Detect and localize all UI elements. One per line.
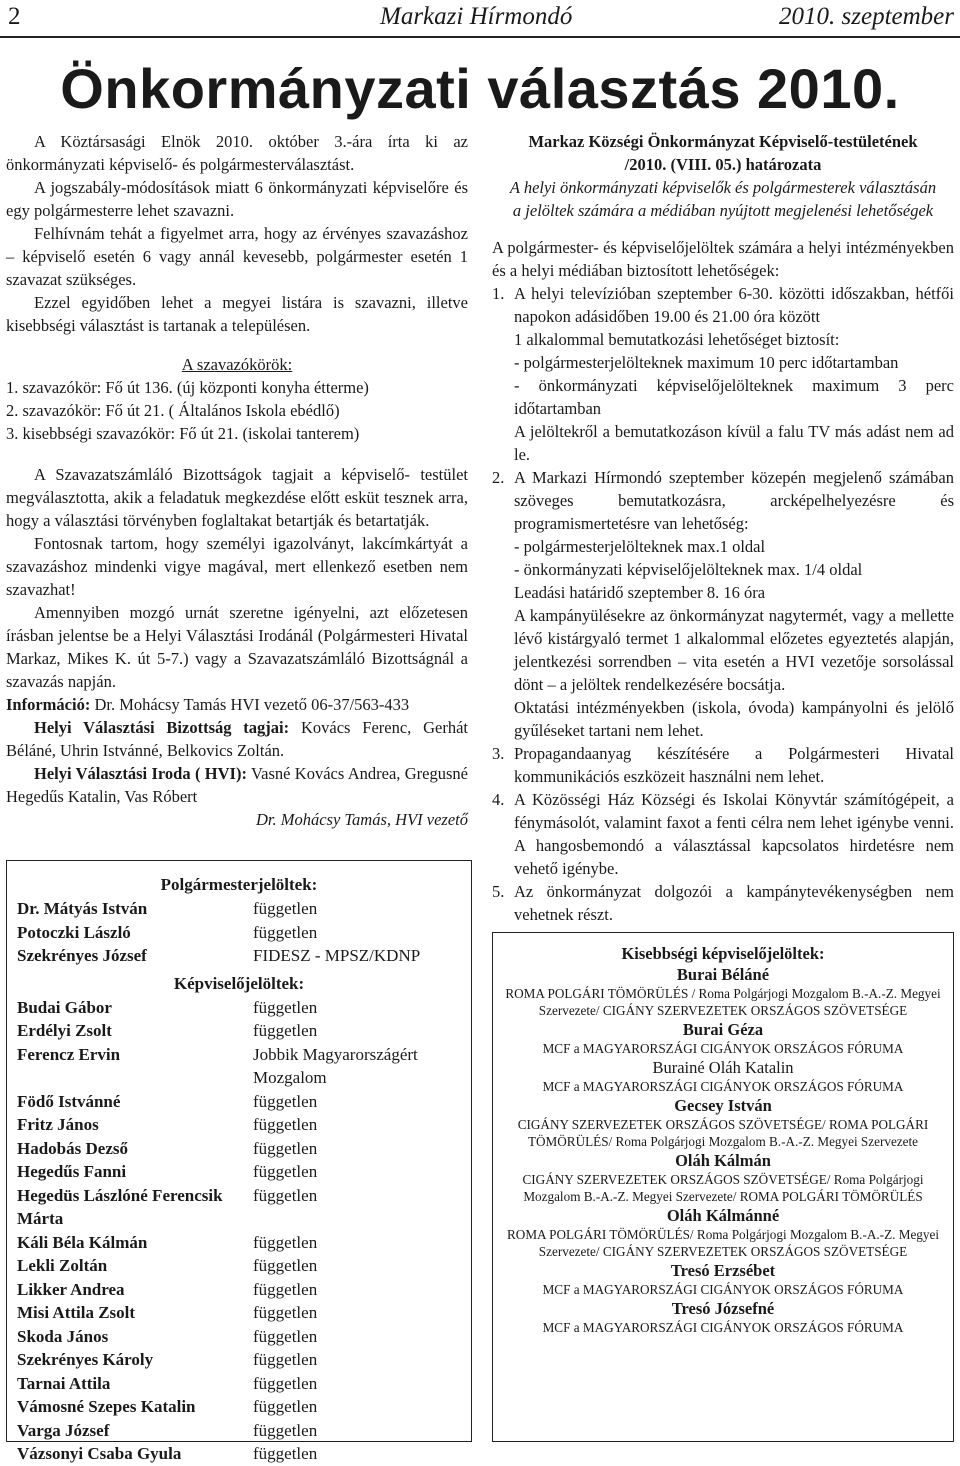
page-header [0, 0, 960, 38]
candidate-row [17, 1348, 461, 1372]
signature: Dr. Mohácsy Tamás, HVI vezető [255, 810, 468, 829]
minority-candidates-box [492, 932, 954, 1442]
paragraph: A Köztársasági Elnök 2010. október 3.-ára írta ki az önkormányzati képviselő- és polgármesterválasztást. [6, 132, 468, 174]
resolution-subtitle: A helyi önkormányzati képviselők és polgármesterek választásán [509, 178, 937, 197]
item-number: 3. [492, 744, 505, 763]
candidate-party: független [253, 1115, 318, 1134]
item-line: 1 alkalommal bemutatkozási lehetőséget biztosít: [514, 330, 840, 349]
minority-candidate-org: CIGÁNY SZERVEZETEK ORSZÁGOS SZÖVETSÉGE/ ROMA POLGÁRI TÖMÖRÜLÉS/ Roma Polgárjogi Mozgalom B.-A.-Z. Megyei Szervezete [517, 1117, 929, 1149]
item-line: - polgármesterjelölteknek max.1 oldal [514, 537, 766, 556]
info-text: Dr. Mohácsy Tamás HVI vezető 06-37/563-433 [90, 695, 410, 714]
paragraph: Amennyiben mozgó urnát szeretne igényelni, azt előzetesen írásban jelentse be a Helyi Választási Irodánál (Polgármesteri Hivatal Markaz, Mikes K. út 5-7.) vagy a Szavazatszámláló Bizottságnál a szavazás napján. [6, 603, 468, 691]
item-line: A Markazi Hírmondó szeptember közepén megjelenő számában szöveges bemutatkozásra, arcképelhelyezésre és programismertetésre van lehetőség: [514, 468, 954, 533]
resolution-number: /2010. (VIII. 05.) határozata [624, 155, 822, 174]
minority-candidates-list [501, 964, 945, 1336]
candidate-name: Misi Attila Zsolt [17, 1303, 136, 1322]
candidate-party: Jobbik Magyarországért Mozgalom [253, 1044, 418, 1087]
candidate-name: Budai Gábor [17, 997, 112, 1017]
item-number: 5. [492, 882, 505, 901]
committee-label: Helyi Választási Bizottság tagjai: [34, 718, 290, 737]
page-title: Önkormányzati választás 2010. [60, 57, 900, 120]
item-line: Propagandaanyag készítésére a Polgármesteri Hivatal kommunikációs eszközeit használni nem lehet. [514, 744, 954, 786]
item-number: 4. [492, 790, 505, 809]
minority-candidate-org: MCF a MAGYARORSZÁGI CIGÁNYOK ORSZÁGOS FÓRUMA [542, 1079, 904, 1094]
candidate-name: Lekli Zoltán [17, 1256, 108, 1275]
candidate-party: független [253, 997, 318, 1017]
item-line: A kampányülésekre az önkormányzat nagytermét, vagy a mellette lévő kistárgyaló termet 1 alkalommal előzetes egyeztetés alapján, jelentkezési sorrendben – vita esetén a HVI vezetője sorsolással dönt – a jelöltek rendelkezésére bocsátja. [514, 606, 954, 694]
candidate-party: független [253, 899, 318, 918]
resolution-item [492, 282, 954, 466]
candidate-row [17, 996, 461, 1020]
item-line: A Közösségi Ház Községi és Iskolai Könyvtár számítógépeit, a fénymásolót, valamint faxot a fenti célra nem lehet igénybe venni. A hangosbemondó a választással kapcsolatos hirdetésre nem vehető igénybe. [514, 790, 954, 878]
candidate-row [17, 1442, 461, 1466]
candidate-name: Hegedüs Lászlóné Ferencsik Márta [17, 1185, 223, 1228]
candidate-row [17, 1184, 461, 1231]
item-line: - polgármesterjelölteknek maximum 10 perc időtartamban [514, 353, 899, 372]
minority-candidate-name: Tresó Erzsébet [670, 1261, 776, 1280]
paragraph: Fontosnak tartom, hogy személyi igazolványt, lakcímkártyát a szavazáshoz mindenki vigye magával, mert ellenkező esetben nem szavazhat! [6, 534, 468, 599]
candidate-name: Szekrényes József [17, 946, 147, 965]
candidate-row [17, 1395, 461, 1419]
candidate-name: Fritz János [17, 1115, 99, 1134]
office-label: Helyi Választási Iroda ( HVI): [34, 764, 247, 783]
item-number: 1. [492, 284, 505, 303]
office-members: Vasné Kovács Andrea, Gregusné Hegedűs Katalin, Vas Róbert [6, 764, 468, 806]
item-line: Oktatási intézményekben (iskola, óvoda) kampányolni és jelölő gyűléseket tartani nem lehet. [514, 698, 954, 740]
candidate-row [17, 897, 461, 921]
item-line: Az önkormányzat dolgozói a kampánytevékenységben nem vehetnek részt. [514, 882, 954, 924]
right-column [492, 130, 954, 926]
candidate-party: független [253, 1326, 318, 1346]
candidate-party: független [253, 1279, 318, 1299]
mayor-candidates-title: Polgármesterjelöltek: [160, 875, 318, 894]
item-body [514, 880, 954, 926]
minority-candidate-name: Burainé Oláh Katalin [652, 1058, 794, 1077]
candidate-name: Tarnai Attila [17, 1373, 111, 1393]
left-column [6, 130, 468, 831]
candidate-row [17, 921, 461, 945]
minority-candidate-name: Burai Béláné [676, 965, 770, 984]
candidate-party: FIDESZ - MPSZ/KDNP [253, 946, 421, 965]
candidate-row [17, 1278, 461, 1302]
candidate-row [17, 944, 461, 968]
candidate-party: független [253, 1444, 318, 1463]
candidate-name: Hegedűs Fanni [17, 1162, 127, 1181]
candidate-row [17, 1113, 461, 1137]
minority-candidate-org: MCF a MAGYARORSZÁGI CIGÁNYOK ORSZÁGOS FÓRUMA [542, 1041, 904, 1056]
page-number: 2 [8, 3, 21, 30]
minority-candidate-name: Oláh Kálmán [675, 1151, 771, 1170]
rep-candidates-list [17, 996, 461, 1466]
minority-title: Kisebbségi képviselőjelöltek: [621, 944, 825, 963]
districts-title: A szavazókörök: [181, 355, 293, 374]
header-rule [0, 36, 960, 38]
candidate-party: független [253, 1373, 318, 1393]
candidate-name: Vázsonyi Csaba Gyula [17, 1444, 182, 1463]
candidate-row [17, 1419, 461, 1443]
candidate-name: Varga József [17, 1420, 110, 1440]
minority-candidate-name: Gecsey István [674, 1096, 772, 1115]
candidate-party: független [253, 1303, 318, 1322]
item-line: Leadási határidő szeptember 8. 16 óra [514, 583, 766, 602]
minority-candidate-org: ROMA POLGÁRI TÖMÖRÜLÉS/ Roma Polgárjogi Mozgalom B.-A.-Z. Megyei Szervezete/ CIGÁNY SZERVEZETEK ORSZÁGOS SZÖVETSÉGE [507, 1227, 939, 1259]
election-committee [6, 716, 468, 762]
item-body [514, 282, 954, 466]
resolution-item [492, 742, 954, 788]
paragraph: Felhívnám tehát a figyelmet arra, hogy az érvényes szavazáshoz – képviselő esetén 6 vagy annál kevesebb, polgármester esetén 1 szavazat szükséges. [6, 224, 468, 289]
candidate-party: független [253, 1091, 318, 1111]
minority-candidate-name: Oláh Kálmánné [666, 1206, 780, 1225]
candidates-box [6, 860, 472, 1463]
candidate-party: független [253, 1185, 318, 1205]
item-line: A helyi televízióban szeptember 6-30. közötti időszakban, hétfői napokon adásidőben 19.00 és 21.00 óra között [514, 284, 954, 326]
district-item: 3. kisebbségi szavazókör: Fő út 21. (iskolai tanterem) [6, 424, 360, 443]
district-item: 2. szavazókör: Fő út 21. ( Általános Iskola ebédlő) [6, 401, 340, 420]
resolution-item [492, 466, 954, 742]
candidate-row [17, 1019, 461, 1043]
resolution-item [492, 880, 954, 926]
candidate-name: Hadobás Dezső [17, 1138, 128, 1158]
resolution-intro: A polgármester- és képviselőjelöltek számára a helyi intézményekben és a helyi médiában biztosított lehetőségek: [492, 238, 954, 280]
info-label: Információ: [6, 695, 91, 714]
election-office [6, 762, 468, 808]
candidate-party: független [253, 1397, 318, 1416]
item-line: - önkormányzati képviselőjelölteknek maximum 3 perc időtartamban [514, 376, 954, 418]
paragraph: A Szavazatszámláló Bizottságok tagjait a képviselő- testület megválasztotta, akik a feladatuk megkezdése előtt esküt tesznek arra, hogy a választási törvényben foglaltakat betartják és betartatják. [6, 465, 468, 530]
district-item: 1. szavazókör: Fő út 136. (új központi konyha étterme) [6, 378, 369, 397]
candidate-name: Potoczki László [17, 922, 131, 942]
resolution-title: Markaz Községi Önkormányzat Képviselő-testületének [528, 132, 918, 151]
info-line [6, 693, 468, 716]
item-number: 2. [492, 468, 505, 487]
rep-candidates-title: Képviselőjelöltek: [173, 973, 305, 993]
item-body [514, 788, 954, 880]
candidate-name: Erdélyi Zsolt [17, 1021, 112, 1040]
candidate-row [17, 1372, 461, 1396]
minority-candidate-name: Burai Géza [682, 1020, 764, 1039]
candidate-name: Vámosné Szepes Katalin [17, 1397, 196, 1416]
issue-date: 2010. szeptember [779, 3, 954, 30]
candidate-party: független [253, 1420, 318, 1440]
resolution-items [492, 282, 954, 926]
candidate-row [17, 1325, 461, 1349]
candidate-row [17, 1231, 461, 1255]
candidate-name: Káli Béla Kálmán [17, 1232, 148, 1252]
item-body [514, 466, 954, 742]
candidate-party: független [253, 1350, 318, 1369]
item-line: A jelöltekről a bemutatkozáson kívül a falu TV más adást nem ad le. [514, 422, 954, 464]
candidate-row [17, 1254, 461, 1278]
candidate-party: független [253, 1232, 318, 1252]
publication-name: Markazi Hírmondó [380, 3, 573, 30]
candidate-row [17, 1301, 461, 1325]
candidate-party: független [253, 1162, 318, 1181]
candidate-party: független [253, 922, 318, 942]
minority-candidate-org: MCF a MAGYARORSZÁGI CIGÁNYOK ORSZÁGOS FÓRUMA [542, 1282, 904, 1297]
paragraph: Ezzel egyidőben lehet a megyei listára is szavazni, illetve kisebbségi választást is tartanak a településen. [6, 293, 468, 335]
candidate-row [17, 1090, 461, 1114]
item-body [514, 742, 954, 788]
candidate-party: független [253, 1021, 318, 1040]
candidate-name: Ferencz Ervin [17, 1044, 121, 1064]
resolution-item [492, 788, 954, 880]
committee-members: Kovács Ferenc, Gerhát Béláné, Uhrin Istvánné, Belkovics Zoltán. [6, 718, 468, 760]
candidate-party: független [253, 1256, 318, 1275]
paragraph: A jogszabály-módosítások miatt 6 önkormányzati képviselőre és egy polgármesterre lehet szavazni. [6, 178, 468, 220]
minority-candidate-name: Tresó Józsefné [671, 1299, 775, 1318]
candidate-party: független [253, 1138, 318, 1158]
candidate-row [17, 1137, 461, 1161]
candidate-name: Likker Andrea [17, 1279, 125, 1299]
item-line: - önkormányzati képviselőjelölteknek max. 1/4 oldal [514, 560, 863, 579]
minority-candidate-org: MCF a MAGYARORSZÁGI CIGÁNYOK ORSZÁGOS FÓRUMA [542, 1320, 904, 1335]
candidate-name: Skoda János [17, 1326, 109, 1346]
candidate-row [17, 1043, 461, 1090]
mayor-candidates-list [17, 897, 461, 968]
candidate-name: Dr. Mátyás István [17, 899, 148, 918]
minority-candidate-org: ROMA POLGÁRI TÖMÖRÜLÉS / Roma Polgárjogi Mozgalom B.-A.-Z. Megyei Szervezete/ CIGÁNY SZERVEZETEK ORSZÁGOS SZÖVETSÉGE [505, 986, 941, 1018]
minority-candidate-org: CIGÁNY SZERVEZETEK ORSZÁGOS SZÖVETSÉGE/ Roma Polgárjogi Mozgalom B.-A.-Z. Megyei Szervezete/ ROMA POLGÁRI TÖMÖRÜLÉS [522, 1172, 924, 1204]
resolution-subtitle: a jelöltek számára a médiában nyújtott megjelenési lehetőségek [512, 201, 934, 220]
candidate-name: Födő Istvánné [17, 1091, 121, 1111]
candidate-name: Szekrényes Károly [17, 1350, 154, 1369]
candidate-row [17, 1160, 461, 1184]
